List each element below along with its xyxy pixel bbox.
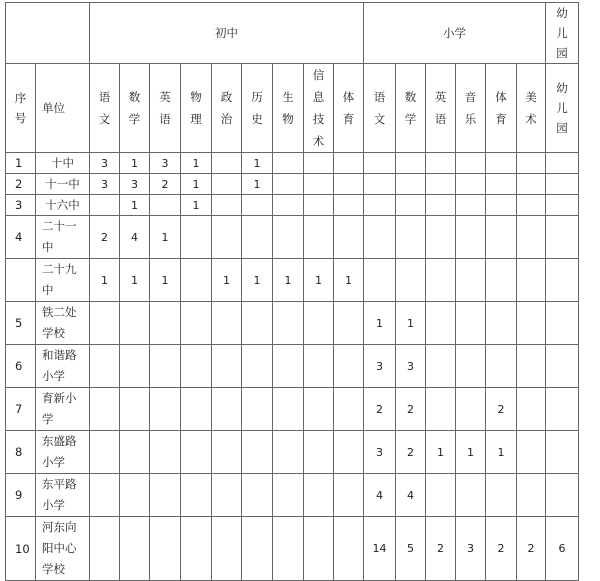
count-cell: 5 [396,517,426,581]
count-cell [212,302,242,345]
junior-subject-header: 生 物 [273,64,304,153]
junior-subject-header: 政 治 [212,64,242,153]
count-cell [90,517,120,581]
count-cell: 1 [212,259,242,302]
count-cell [273,517,304,581]
count-cell [181,216,212,259]
unit-name: 育新小 学 [36,388,90,431]
count-cell: 1 [90,259,120,302]
kindergarten-group-header: 幼 儿 园 [546,3,579,64]
count-cell [90,302,120,345]
count-cell [212,174,242,195]
count-cell: 2 [396,431,426,474]
count-cell [546,388,579,431]
unit-name: 和谐路 小学 [36,345,90,388]
count-cell: 1 [242,174,273,195]
count-cell [426,153,456,174]
primary-school-group-header: 小学 [364,3,546,64]
count-cell: 3 [90,174,120,195]
count-cell: 4 [396,474,426,517]
junior-subject-header: 信 息 技 术 [304,64,334,153]
row-index: 2 [6,174,36,195]
count-cell [546,153,579,174]
primary-subject-header: 英 语 [426,64,456,153]
table-row [6,195,579,216]
count-cell: 3 [120,174,150,195]
unit-name: 铁二处 学校 [36,302,90,345]
count-cell [486,195,517,216]
count-cell: 1 [242,259,273,302]
count-cell [546,474,579,517]
count-cell [517,388,546,431]
count-cell [334,216,364,259]
count-cell [90,345,120,388]
group-header-row [6,3,579,64]
count-cell [546,431,579,474]
subject-header-row [6,64,579,153]
count-cell [396,195,426,216]
table-row [6,259,579,302]
count-cell [181,302,212,345]
count-cell: 2 [486,388,517,431]
unit-name: 十六中 [36,195,90,216]
count-cell: 2 [426,517,456,581]
count-cell [273,174,304,195]
count-cell [150,388,181,431]
row-index: 3 [6,195,36,216]
count-cell [242,302,273,345]
count-cell [304,216,334,259]
count-cell [212,195,242,216]
count-cell [486,216,517,259]
count-cell [120,517,150,581]
primary-subject-header: 数 学 [396,64,426,153]
count-cell: 1 [364,302,396,345]
count-cell [456,174,486,195]
count-cell [456,345,486,388]
count-cell [426,174,456,195]
count-cell [242,345,273,388]
count-cell: 1 [486,431,517,474]
count-cell: 1 [120,153,150,174]
count-cell [396,174,426,195]
count-cell [334,474,364,517]
count-cell [304,174,334,195]
count-cell: 3 [364,345,396,388]
count-cell [334,345,364,388]
row-index [6,259,36,302]
count-cell [364,174,396,195]
count-cell: 1 [150,259,181,302]
count-cell: 1 [456,431,486,474]
count-cell [456,302,486,345]
count-cell: 14 [364,517,396,581]
table-row [6,302,579,345]
junior-high-group-header: 初中 [90,3,364,64]
count-cell: 6 [546,517,579,581]
count-cell: 2 [486,517,517,581]
count-cell [517,431,546,474]
count-cell: 1 [334,259,364,302]
count-cell: 1 [181,174,212,195]
count-cell [456,195,486,216]
unit-name: 东盛路 小学 [36,431,90,474]
unit-header: 单位 [36,64,90,153]
count-cell [426,259,456,302]
blank-corner-cell [6,3,90,64]
count-cell [334,153,364,174]
count-cell [150,345,181,388]
count-cell [334,431,364,474]
junior-subject-header: 物 理 [181,64,212,153]
count-cell [120,388,150,431]
count-cell [181,388,212,431]
table-row [6,153,579,174]
count-cell: 3 [456,517,486,581]
count-cell [546,195,579,216]
count-cell: 3 [396,345,426,388]
count-cell [273,388,304,431]
count-cell: 1 [120,195,150,216]
unit-name: 十中 [36,153,90,174]
count-cell [120,474,150,517]
count-cell [150,517,181,581]
index-header: 序 号 [6,64,36,153]
junior-subject-header: 英 语 [150,64,181,153]
count-cell [426,195,456,216]
count-cell [273,345,304,388]
count-cell [364,259,396,302]
count-cell: 1 [273,259,304,302]
count-cell [517,195,546,216]
count-cell: 1 [396,302,426,345]
count-cell [273,195,304,216]
table-row [6,388,579,431]
count-cell [456,388,486,431]
count-cell [181,259,212,302]
count-cell: 4 [364,474,396,517]
count-cell [396,153,426,174]
count-cell [242,517,273,581]
count-cell [517,174,546,195]
count-cell [364,216,396,259]
count-cell [456,259,486,302]
primary-subject-header: 语 文 [364,64,396,153]
count-cell: 2 [150,174,181,195]
count-cell [304,302,334,345]
count-cell [517,345,546,388]
teacher-allocation-table [5,2,579,581]
unit-name: 十一中 [36,174,90,195]
primary-subject-header: 音 乐 [456,64,486,153]
count-cell [150,195,181,216]
count-cell [242,431,273,474]
table-row [6,345,579,388]
count-cell [181,431,212,474]
count-cell [396,259,426,302]
count-cell [273,431,304,474]
unit-name: 二十一 中 [36,216,90,259]
table-row [6,474,579,517]
unit-name: 河东向 阳中心 学校 [36,517,90,581]
row-index: 8 [6,431,36,474]
count-cell [242,216,273,259]
count-cell [546,345,579,388]
count-cell [486,259,517,302]
count-cell: 2 [90,216,120,259]
count-cell [546,216,579,259]
count-cell [304,517,334,581]
count-cell: 1 [120,259,150,302]
count-cell [304,474,334,517]
row-index: 4 [6,216,36,259]
count-cell [546,302,579,345]
row-index: 1 [6,153,36,174]
count-cell [546,259,579,302]
count-cell [517,302,546,345]
count-cell: 1 [181,153,212,174]
table-row [6,431,579,474]
count-cell [456,216,486,259]
count-cell [546,174,579,195]
count-cell [426,345,456,388]
count-cell [90,431,120,474]
count-cell [426,474,456,517]
count-cell [486,153,517,174]
count-cell [150,431,181,474]
count-cell: 2 [517,517,546,581]
count-cell [304,345,334,388]
count-cell [273,216,304,259]
kindergarten-header: 幼 儿 园 [546,64,579,153]
table-row [6,216,579,259]
count-cell [242,195,273,216]
count-cell [273,474,304,517]
count-cell: 3 [364,431,396,474]
table-row [6,517,579,581]
row-index: 7 [6,388,36,431]
count-cell: 1 [304,259,334,302]
count-cell: 1 [242,153,273,174]
count-cell [486,174,517,195]
count-cell [517,259,546,302]
count-cell [120,431,150,474]
count-cell [486,474,517,517]
count-cell [212,388,242,431]
count-cell: 2 [396,388,426,431]
count-cell [212,153,242,174]
count-cell [90,474,120,517]
junior-subject-header: 历 史 [242,64,273,153]
count-cell [334,388,364,431]
count-cell [426,302,456,345]
count-cell [426,388,456,431]
count-cell [181,345,212,388]
count-cell: 3 [150,153,181,174]
count-cell [242,388,273,431]
count-cell: 1 [181,195,212,216]
count-cell [212,216,242,259]
row-index: 5 [6,302,36,345]
primary-subject-header: 体 育 [486,64,517,153]
count-cell [90,195,120,216]
count-cell [150,302,181,345]
count-cell [456,474,486,517]
count-cell [212,431,242,474]
count-cell [364,153,396,174]
count-cell [212,517,242,581]
count-cell [304,153,334,174]
count-cell [396,216,426,259]
row-index: 6 [6,345,36,388]
count-cell [486,345,517,388]
count-cell [334,302,364,345]
count-cell [334,174,364,195]
count-cell [181,517,212,581]
count-cell [242,474,273,517]
count-cell: 1 [426,431,456,474]
count-cell [426,216,456,259]
count-cell: 1 [150,216,181,259]
count-cell [456,153,486,174]
count-cell: 3 [90,153,120,174]
count-cell [486,302,517,345]
unit-name: 东平路 小学 [36,474,90,517]
count-cell [304,195,334,216]
count-cell [334,517,364,581]
count-cell [364,195,396,216]
primary-subject-header: 美 术 [517,64,546,153]
unit-name: 二十九 中 [36,259,90,302]
count-cell [517,153,546,174]
count-cell [273,153,304,174]
count-cell [517,474,546,517]
row-index: 10 [6,517,36,581]
count-cell [517,216,546,259]
count-cell [120,302,150,345]
junior-subject-header: 数 学 [120,64,150,153]
count-cell [273,302,304,345]
count-cell [120,345,150,388]
count-cell [90,388,120,431]
count-cell [212,474,242,517]
count-cell [304,388,334,431]
table-row [6,174,579,195]
count-cell [334,195,364,216]
count-cell [212,345,242,388]
count-cell [181,474,212,517]
count-cell: 4 [120,216,150,259]
junior-subject-header: 语 文 [90,64,120,153]
row-index: 9 [6,474,36,517]
junior-subject-header: 体 育 [334,64,364,153]
count-cell [304,431,334,474]
count-cell [150,474,181,517]
count-cell: 2 [364,388,396,431]
